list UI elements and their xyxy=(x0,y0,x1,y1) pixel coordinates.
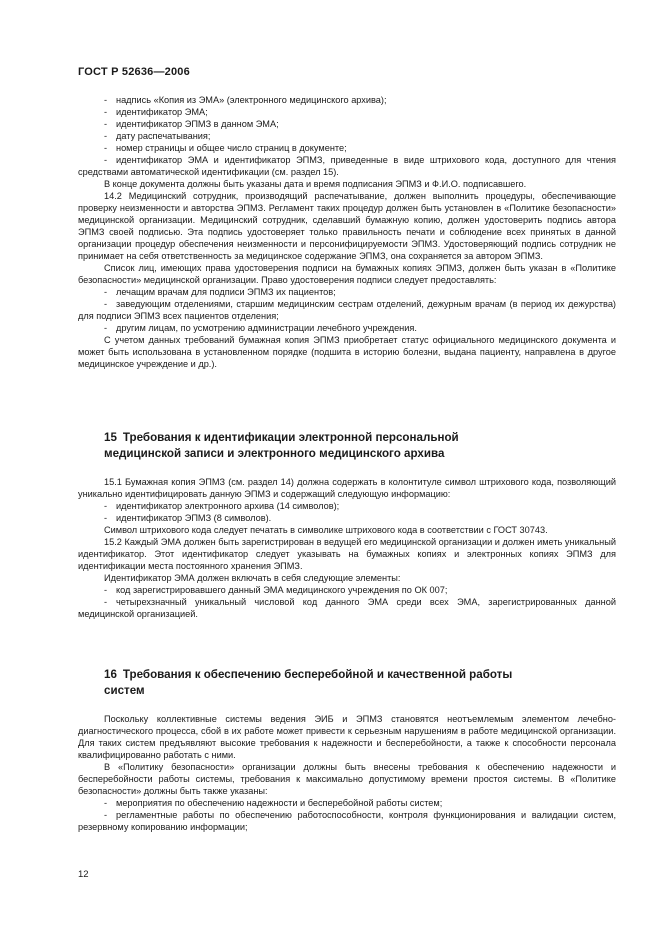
list-item: - идентификатор ЭМА; xyxy=(104,107,208,117)
list-item: - код зарегистрировавшего данный ЭМА медицинского учреждения по ОК 007; xyxy=(104,585,448,595)
paragraph: Идентификатор ЭМА должен включать в себя следующие элементы: xyxy=(104,573,401,583)
paragraph: Поскольку коллективные системы ведения ЭИБ и ЭПМЗ становятся неотъемлемым элементом лечебно-диагностического процесса, сбой в их работе может привести к серьезным нарушениям в работе медицинской организации. Для таких систем предъявляют высокие требования к надежности и бесперебойности, а также к способности персонала квалифицированно работать с ними. xyxy=(78,714,616,760)
list-item: - четырехзначный уникальный числовой код данного ЭМА среди всех ЭМА, зарегистрированных данной медицинской организацией. xyxy=(78,597,616,619)
list-item: - дату распечатывания; xyxy=(104,131,211,141)
list-item: - другим лицам, по усмотрению администрации лечебного учреждения. xyxy=(104,323,417,333)
section-title: Требования к идентификации электронной персональной xyxy=(122,431,459,444)
list-item: - мероприятия по обеспечению надежности и бесперебойной работы систем; xyxy=(104,798,443,808)
section-16-body xyxy=(78,713,616,833)
paragraph-15-2: 15.2 Каждый ЭМА должен быть зарегистрирован в ведущей его медицинской организации и должен иметь уникальный идентификатор. Этот идентификатор следует указывать на бумажных копиях и электронных копиях ЭПМЗ для идентификации места постоянного хранения ЭПМЗ. xyxy=(78,537,616,571)
list-item: - надпись «Копия из ЭМА» (электронного медицинского архива); xyxy=(104,95,387,105)
list-item: - лечащим врачам для подписи ЭПМЗ их пациентов; xyxy=(104,287,336,297)
list-item: - идентификатор ЭПМЗ в данном ЭМА; xyxy=(104,119,279,129)
section-title-continued: систем xyxy=(104,684,145,697)
list-item: - регламентные работы по обеспечению работоспособности, контроля функционирования и валидации систем, резервному копированию информации; xyxy=(78,810,616,832)
paragraph: Список лиц, имеющих права удостоверения подписи на бумажных копиях ЭПМЗ, должен быть указан в «Политике безопасности» медицинской организации. Право удостоверения подписи следует предоставлять: xyxy=(78,263,616,285)
page-number: 12 xyxy=(78,869,89,880)
list-item: - заведующим отделениями, старшим медицинским сестрам отделений, дежурным врачам (в период их дежурства) для подписи ЭПМЗ всех пациентов отделения; xyxy=(78,299,616,321)
paragraph-15-1: 15.1 Бумажная копия ЭПМЗ (см. раздел 14) должна содержать в колонтитуле символ штрихового кода, позволяющий уникально идентифицировать данную ЭПМЗ и содержащий следующую информацию: xyxy=(78,477,616,499)
list-item: - идентификатор ЭПМЗ (8 символов). xyxy=(104,513,272,523)
paragraph: В конце документа должны быть указаны дата и время подписания ЭПМЗ и Ф.И.О. подписавшего. xyxy=(104,179,527,189)
section-14-continuation xyxy=(78,94,616,370)
list-item: - идентификатор электронного архива (14 символов); xyxy=(104,501,340,511)
paragraph: Символ штрихового кода следует печатать в символике штрихового кода в соответствии с ГОСТ 30743. xyxy=(104,525,548,535)
section-title-continued: медицинской записи и электронного медицинского архива xyxy=(104,447,445,460)
list-item: - номер страницы и общее число страниц в документе; xyxy=(104,143,347,153)
section-16-heading: 16 Требования к обеспечению бесперебойной и качественной работы систем xyxy=(104,667,584,699)
list-item: - идентификатор ЭМА и идентификатор ЭПМЗ, приведенные в виде штрихового кода, доступного для чтения средствами автоматической идентификации (см. раздел 15). xyxy=(78,155,616,177)
section-15-body xyxy=(78,476,616,620)
document-header: ГОСТ Р 52636—2006 xyxy=(78,66,190,78)
section-title: Требования к обеспечению бесперебойной и качественной работы xyxy=(122,668,513,681)
paragraph-14-2: 14.2 Медицинский сотрудник, производящий распечатывание, должен выполнить процедуры, обеспечивающие проверку неизменности и авторства ЭПМЗ. Регламент таких процедур должен быть установлен в «Политике безопасности» медицинской организации. Медицинский сотрудник, сделавший бумажную копию, должен удостоверить подпись автора ЭПМЗ своей подписью. Эта подпись удостоверяет только правильность печати и соблюдение всех принятых в данной организации процедур обеспечения неизменности и персонифицируемости ЭПМЗ. Удостоверяющий подпись сотрудник не принимает на себя ответственность за медицинское содержание ЭПМЗ, она сохраняется за автором ЭПМЗ. xyxy=(78,191,616,261)
section-15-heading: 15 Требования к идентификации электронной персональной медицинской записи и электронного медицинского архива xyxy=(104,430,584,462)
paragraph: В «Политику безопасности» организации должны быть внесены требования к обеспечению надежности и бесперебойности работы системы, требования к максимально допустимому времени простоя системы. В «Политике безопасности» должны быть также указаны: xyxy=(78,762,616,796)
paragraph: С учетом данных требований бумажная копия ЭПМЗ приобретает статус официального медицинского документа и может быть использована в установленном порядке (подшита в историю болезни, выдана пациенту, направлена в другое медицинское учреждение и др.). xyxy=(78,335,616,369)
